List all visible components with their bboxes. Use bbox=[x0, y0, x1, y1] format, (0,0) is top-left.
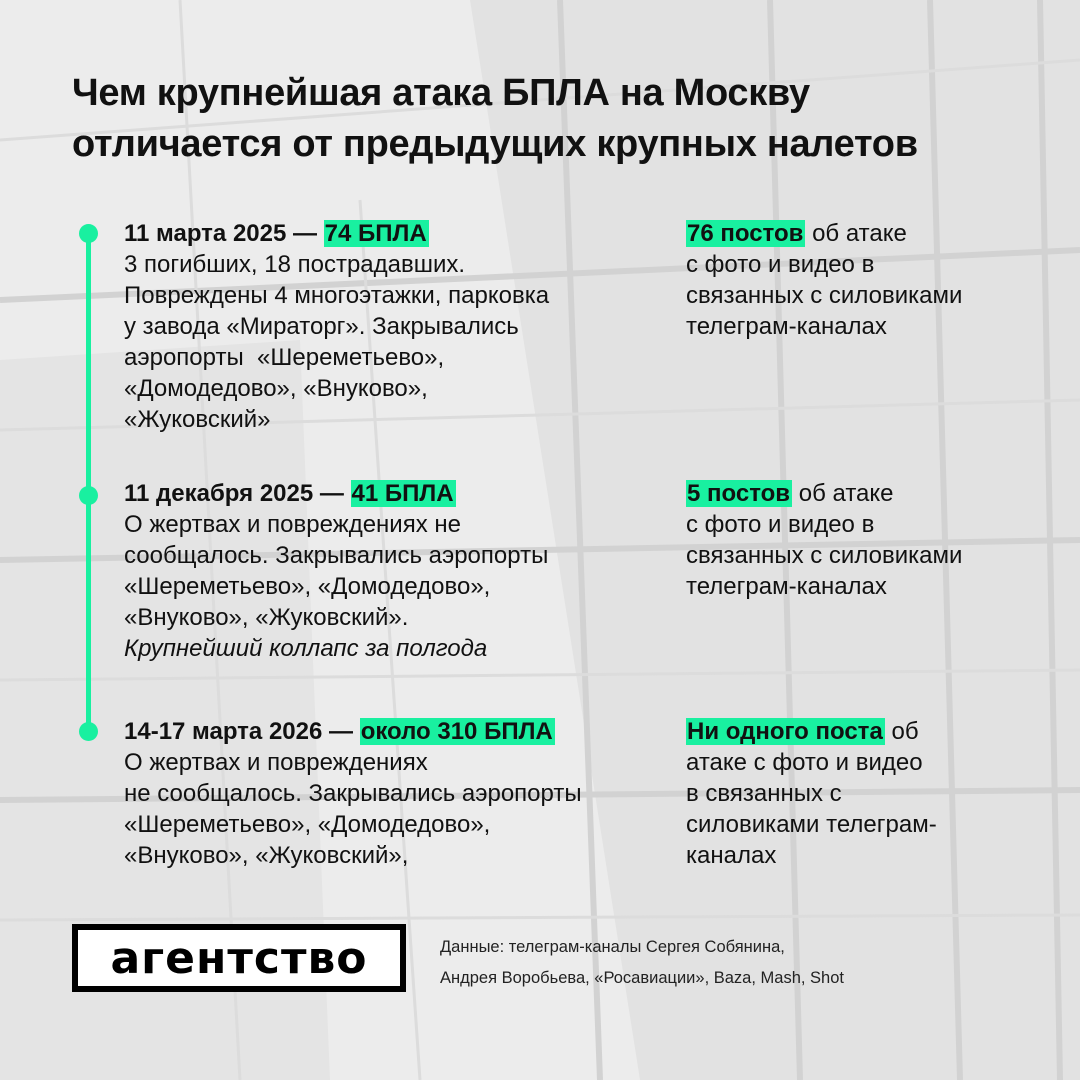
event-3-posts-count: Ни одного поста bbox=[687, 718, 883, 745]
event-1-posts bbox=[686, 218, 1016, 342]
timeline-line bbox=[86, 232, 91, 732]
event-3-posts-line: силовиками телеграм- bbox=[686, 811, 937, 838]
event-3-details bbox=[124, 716, 644, 871]
event-1-desc-line: 3 погибших, 18 пострадавших. bbox=[124, 251, 466, 278]
title-line-2: отличается от предыдущих крупных налетов bbox=[72, 123, 918, 165]
event-2-description bbox=[124, 509, 644, 664]
event-3-posts-line: каналах bbox=[686, 842, 777, 869]
event-2-heading bbox=[124, 478, 644, 509]
event-1-heading bbox=[124, 218, 644, 249]
event-2-posts-line: телеграм-каналах bbox=[686, 573, 887, 600]
event-3-drones: около 310 БПЛА bbox=[360, 718, 553, 745]
event-2-details bbox=[124, 478, 644, 664]
source-line-2: Андрея Воробьева, «Росавиации», Baza, Mash, Shot bbox=[440, 969, 844, 987]
event-2-posts-count: 5 постов bbox=[687, 480, 791, 507]
event-1-posts-line: связанных с силовиками bbox=[686, 282, 963, 309]
event-1-details bbox=[124, 218, 644, 435]
event-3-posts-line: в связанных с bbox=[686, 780, 842, 807]
agentstvo-logo bbox=[72, 924, 406, 992]
event-3-desc-line: О жертвах и повреждениях bbox=[124, 749, 428, 776]
event-3-posts bbox=[686, 716, 1016, 871]
event-2-note: Крупнейший коллапс за полгода bbox=[124, 635, 488, 662]
event-1-posts-count: 76 постов bbox=[687, 220, 804, 247]
timeline-dot bbox=[79, 486, 98, 505]
event-2-posts bbox=[686, 478, 1016, 602]
logo-text: агентство bbox=[110, 932, 368, 984]
event-3-heading bbox=[124, 716, 644, 747]
source-line-1: Данные: телеграм-каналы Сергея Собянина, bbox=[440, 938, 785, 956]
event-1-desc-line: у завода «Мираторг». Закрывались bbox=[124, 313, 519, 340]
title-line-1: Чем крупнейшая атака БПЛА на Москву bbox=[72, 72, 810, 114]
event-1-description bbox=[124, 249, 644, 435]
event-3-desc-line: «Шереметьево», «Домодедово», bbox=[124, 811, 491, 838]
event-3-date: 14-17 марта 2026 — bbox=[124, 718, 360, 745]
event-2-date: 11 декабря 2025 — bbox=[124, 480, 351, 507]
event-3-desc-line: не сообщалось. Закрывались аэропорты bbox=[124, 780, 582, 807]
data-source-note bbox=[440, 932, 1040, 994]
event-2-desc-line: О жертвах и повреждениях не bbox=[124, 511, 461, 538]
event-1-date: 11 марта 2025 — bbox=[124, 220, 324, 247]
event-2-drones: 41 БПЛА bbox=[351, 480, 454, 507]
event-1-desc-line: «Домодедово», «Внуково», bbox=[124, 375, 428, 402]
event-3-posts-line: атаке с фото и видео bbox=[686, 749, 923, 776]
event-1-posts-line: телеграм-каналах bbox=[686, 313, 887, 340]
event-1-desc-line: Повреждены 4 многоэтажки, парковка bbox=[124, 282, 550, 309]
event-3-description bbox=[124, 747, 644, 871]
event-2-posts-text: об атаке bbox=[792, 480, 894, 507]
event-2-desc-line: «Шереметьево», «Домодедово», bbox=[124, 573, 491, 600]
event-2-desc-line: «Внуково», «Жуковский». bbox=[124, 604, 409, 631]
event-2-posts-line: с фото и видео в bbox=[686, 511, 875, 538]
event-3-posts-text: об bbox=[884, 718, 919, 745]
page-title bbox=[72, 68, 1032, 170]
event-2-desc-line: сообщалось. Закрывались аэропорты bbox=[124, 542, 549, 569]
event-2-posts-line: связанных с силовиками bbox=[686, 542, 963, 569]
event-1-desc-line: «Жуковский» bbox=[124, 406, 271, 433]
event-1-drones: 74 БПЛА bbox=[324, 220, 427, 247]
timeline-dot bbox=[79, 224, 98, 243]
event-1-desc-line: аэропорты «Шереметьево», bbox=[124, 344, 445, 371]
event-1-posts-text: об атаке bbox=[805, 220, 907, 247]
timeline-dot bbox=[79, 722, 98, 741]
event-1-posts-line: с фото и видео в bbox=[686, 251, 875, 278]
event-3-desc-line: «Внуково», «Жуковский», bbox=[124, 842, 409, 869]
